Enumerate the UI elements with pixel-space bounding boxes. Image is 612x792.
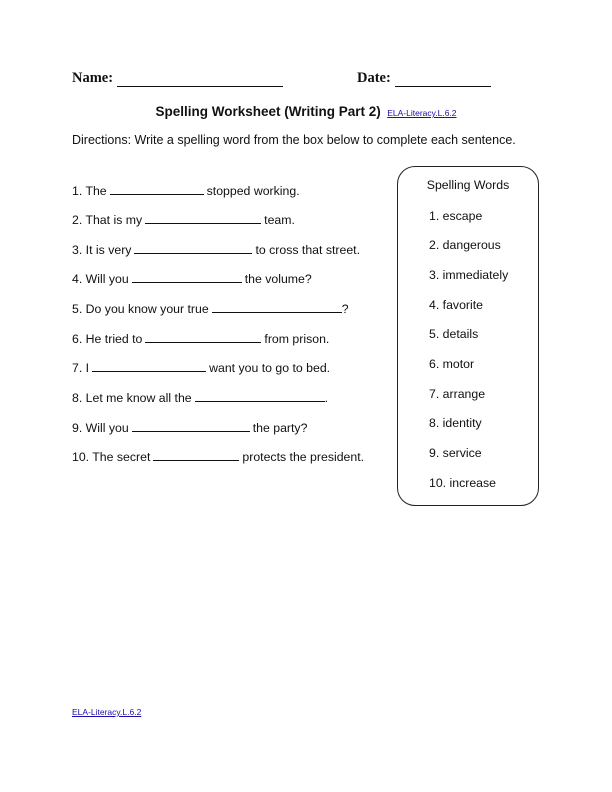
sentence-1 [72, 181, 300, 199]
answer-blank[interactable] [110, 181, 204, 195]
sentence-6 [72, 329, 329, 347]
word-item: 1. escape [429, 209, 483, 223]
sentence-text-before: 2. That is my [72, 213, 143, 227]
answer-blank[interactable] [212, 299, 342, 313]
standard-link[interactable]: ELA-Literacy.L.6.2 [387, 108, 457, 118]
footer-standard-link[interactable]: ELA-Literacy.L.6.2 [72, 707, 142, 717]
answer-blank[interactable] [145, 210, 261, 224]
answer-blank[interactable] [132, 269, 242, 283]
date-label: Date: [357, 70, 391, 86]
word-item: 9. service [429, 446, 482, 460]
sentence-text-after: the volume? [244, 272, 312, 286]
sentence-text-after: the party? [252, 421, 308, 435]
sentence-2 [72, 210, 295, 228]
sentence-text-before: 4. Will you [72, 272, 129, 286]
sentence-text-before: 3. It is very [72, 243, 132, 257]
word-item: 8. identity [429, 416, 482, 430]
name-blank[interactable] [117, 72, 283, 87]
sentence-text-before: 8. Let me know all the [72, 391, 192, 405]
sentence-5 [72, 299, 349, 317]
word-item: 3. immediately [429, 268, 509, 282]
sentence-text-after: from prison. [264, 332, 330, 346]
name-field[interactable] [72, 70, 283, 87]
worksheet-title-row [0, 103, 612, 121]
sentence-10 [72, 447, 364, 465]
sentence-text-before: 6. He tried to [72, 332, 143, 346]
sentence-text-after: ? [341, 302, 349, 316]
spelling-word-box [397, 166, 539, 506]
sentence-text-after: . [324, 391, 329, 405]
word-box-title: Spelling Words [426, 178, 510, 192]
word-item: 10. increase [429, 476, 496, 490]
sentence-text-before: 10. The secret [72, 450, 151, 464]
directions: Directions: Write a spelling word from the box below to complete each sentence. [72, 133, 516, 147]
sentence-3 [72, 240, 360, 258]
sentence-8 [72, 388, 328, 406]
sentence-text-after: to cross that street. [255, 243, 361, 257]
answer-blank[interactable] [134, 240, 252, 254]
name-label: Name: [72, 70, 114, 86]
answer-blank[interactable] [92, 358, 206, 372]
date-field[interactable] [357, 70, 491, 87]
word-item: 4. favorite [429, 298, 483, 312]
sentence-4 [72, 269, 312, 287]
sentence-text-after: stopped working. [206, 184, 300, 198]
worksheet-title: Spelling Worksheet (Writing Part 2) [155, 104, 381, 119]
answer-blank[interactable] [153, 447, 239, 461]
sentence-text-after: want you to go to bed. [209, 361, 331, 375]
sentence-text-after: team. [264, 213, 295, 227]
sentence-text-before: 7. I [72, 361, 90, 375]
answer-blank[interactable] [132, 418, 250, 432]
sentence-text-after: protects the president. [242, 450, 365, 464]
sentence-7 [72, 358, 330, 376]
sentence-text-before: 5. Do you know your true [72, 302, 209, 316]
answer-blank[interactable] [195, 388, 325, 402]
word-item: 5. details [429, 327, 479, 341]
word-item: 6. motor [429, 357, 475, 371]
word-item: 7. arrange [429, 387, 486, 401]
date-blank[interactable] [395, 72, 491, 87]
sentence-text-before: 1. The [72, 184, 107, 198]
answer-blank[interactable] [145, 329, 261, 343]
sentence-text-before: 9. Will you [72, 421, 129, 435]
word-item: 2. dangerous [429, 238, 501, 252]
sentence-9 [72, 418, 307, 436]
